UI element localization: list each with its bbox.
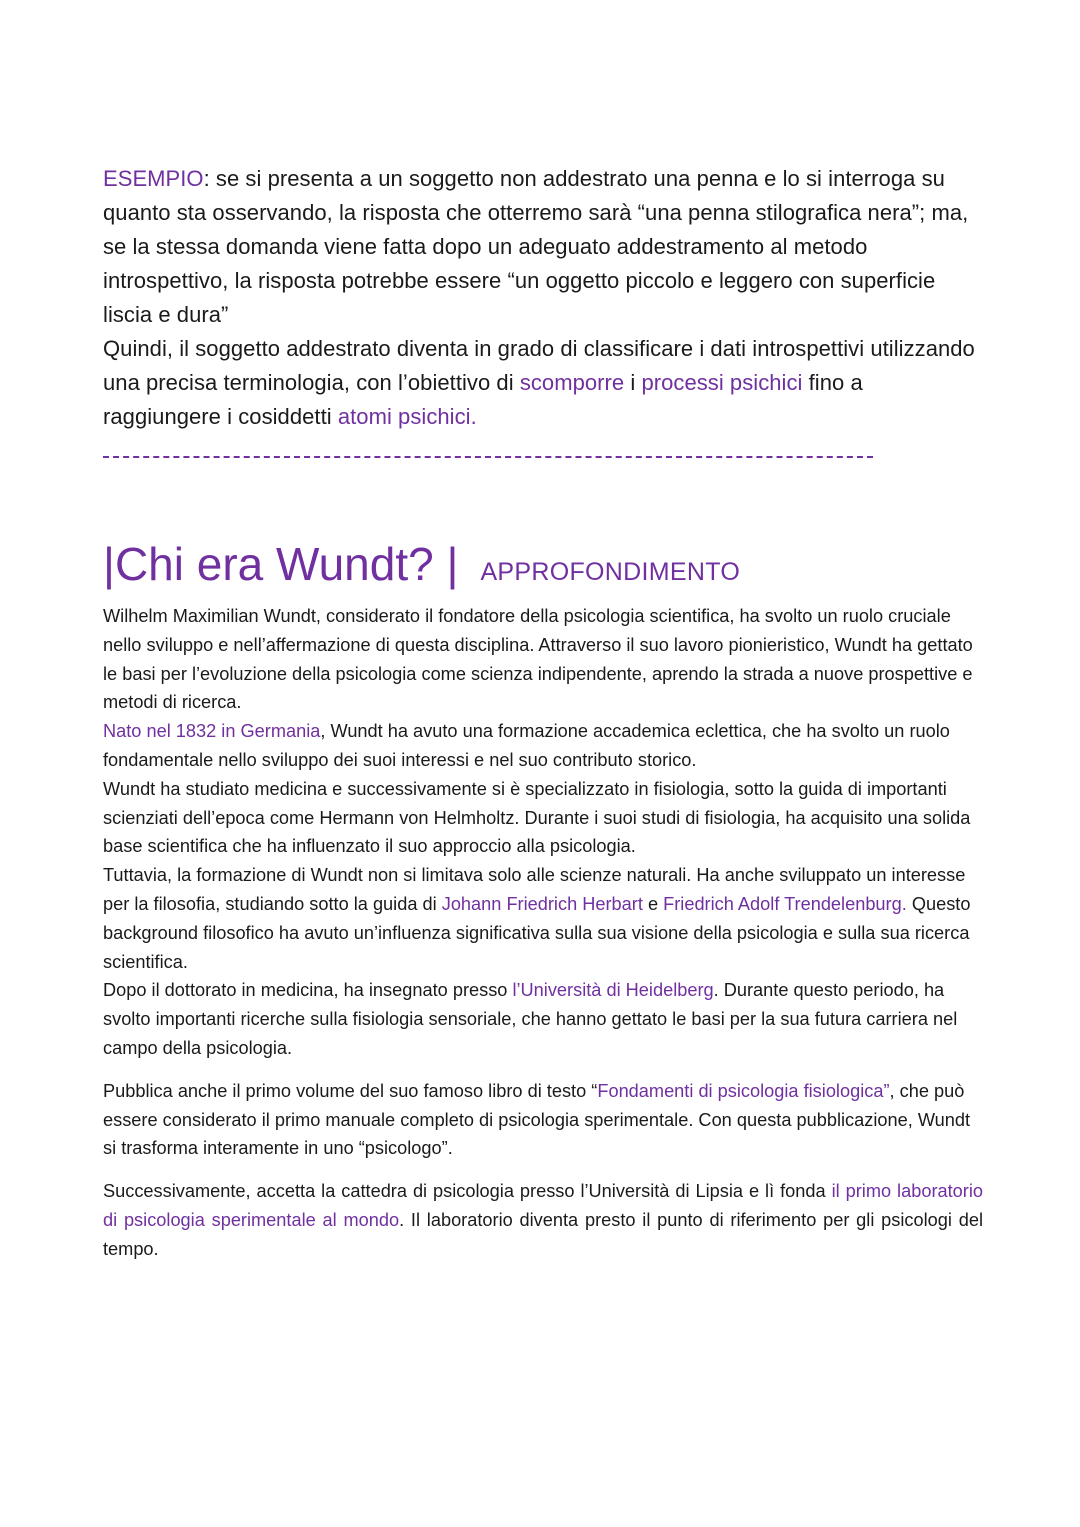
highlight-processi-psichici: processi psichici <box>641 370 803 395</box>
laboratory-text-tail: . Il laboratorio diventa presto il punto di riferimento per gli psicologi del tempo. <box>103 1209 983 1259</box>
conclusion-period: . <box>470 404 477 429</box>
bio-paragraph-birth <box>103 717 983 775</box>
conclusion-text-connector: i <box>624 370 642 395</box>
laboratory-text: Successivamente, accetta la cattedra di psicologia presso l’Università di Lipsia e lì fonda <box>103 1181 832 1202</box>
example-text: : se si presenta a un soggetto non addestrato una penna e lo si interroga su quanto sta osservando, la risposta che otterremo sarà “una penna stilografica nera”; ma, se la stessa domanda viene fatta dopo un adeguato addestramento al metodo introspettivo, la risposta potrebbe essere “un oggetto piccolo e leggero con superficie liscia e dura” <box>103 166 969 327</box>
book-text: Pubblica anche il primo volume del suo famoso libro di testo “ <box>103 1080 598 1101</box>
bio-paragraph-laboratory <box>103 1177 983 1263</box>
highlight-heidelberg: l’Università di Heidelberg <box>512 980 714 1001</box>
highlight-atomi-psichici: atomi psichici <box>337 404 471 429</box>
example-paragraph <box>103 162 983 332</box>
highlight-trendelenburg: Friedrich Adolf Trendelenburg. <box>663 893 907 914</box>
bio-paragraph-studies: Wundt ha studiato medicina e successivamente si è specializzato in fisiologia, sotto la guida di importanti scienziati dell’epoca come Hermann von Helmholtz. Durante i suoi studi di fisiologia, ha acquisito una solida base scientifica che ha influenzato il suo approccio alla psicologia. <box>103 778 971 857</box>
bio-paragraph-philosophy <box>103 861 983 976</box>
highlight-laboratory: il primo laboratorio di psicologia sperimentale al mondo <box>103 1181 983 1230</box>
section-divider <box>103 456 873 458</box>
example-section <box>103 162 983 434</box>
section-title: |Chi era Wundt? | <box>103 538 459 590</box>
highlight-scomporre: scomporre <box>519 370 625 395</box>
conclusion-text-tail: fino a raggiungere i cosiddetti <box>103 370 863 429</box>
example-label: ESEMPIO <box>103 166 204 191</box>
bio-paragraph-heidelberg <box>103 976 983 1062</box>
philosophy-text-tail: Questo background filosofico ha avuto un’influenza significativa sulla sua visione della psicologia e sulla sua ricerca scientifica. <box>103 893 971 972</box>
highlight-herbart: Johann Friedrich Herbart <box>441 893 643 914</box>
conclusion-paragraph <box>103 332 983 434</box>
philosophy-text: Tuttavia, la formazione di Wundt non si limitava solo alle scienze naturali. Ha anche sviluppato un interesse per la filosofia, studiando sotto la guida di <box>103 865 966 914</box>
conclusion-text: Quindi, il soggetto addestrato diventa in grado di classificare i dati introspettivi utilizzando una precisa terminologia, con l’obiettivo di <box>103 336 975 395</box>
heidelberg-text-tail: . Durante questo periodo, ha svolto importanti ricerche sulla fisiologia sensoriale, che hanno gettato le basi per la sua futura carriera nel campo della psicologia. <box>103 980 958 1058</box>
philosophy-connector: e <box>642 893 664 914</box>
heidelberg-text: Dopo il dottorato in medicina, ha insegnato presso <box>103 980 513 1001</box>
bio-paragraph-book <box>103 1077 983 1163</box>
book-text-tail: , che può essere considerato il primo manuale completo di psicologia sperimentale. Con questa pubblicazione, Wundt si trasforma interamente in uno “psicologo”. <box>103 1080 971 1159</box>
birth-text: , Wundt ha avuto una formazione accademica eclettica, che ha svolto un ruolo fondamentale nello sviluppo dei suoi interessi e nel suo contributo storico. <box>103 721 950 770</box>
highlight-book-title: Fondamenti di psicologia fisiologica” <box>597 1080 890 1101</box>
wundt-biography <box>103 602 983 1264</box>
section-heading <box>103 534 740 598</box>
highlight-birth: Nato nel 1832 in Germania <box>103 721 321 742</box>
bio-paragraph-intro: Wilhelm Maximilian Wundt, considerato il fondatore della psicologia scientifica, ha svolto un ruolo cruciale nello sviluppo e nell’affermazione di questa disciplina. Attraverso il suo lavoro pionieristico, Wundt ha gettato le basi per l’evoluzione della psicologia come scienza indipendente, aprendo la strada a nuove prospettive e metodi di ricerca. <box>103 606 973 713</box>
section-subtitle: APPROFONDIMENTO <box>480 558 741 586</box>
